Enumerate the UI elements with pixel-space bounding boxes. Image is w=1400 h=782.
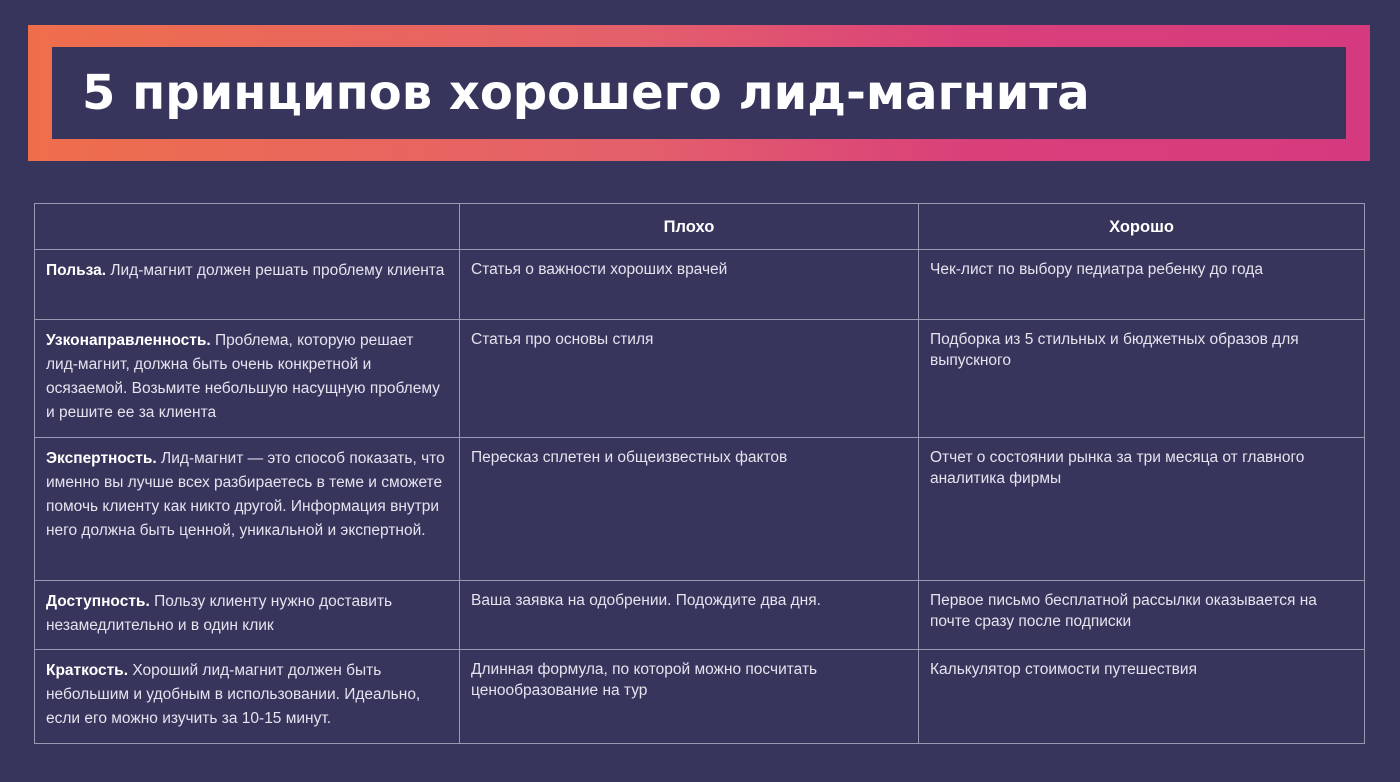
table-row — [35, 438, 1365, 581]
title-banner-inner — [52, 47, 1346, 139]
table-row — [35, 320, 1365, 438]
header-principle — [35, 204, 460, 250]
table-header-row — [35, 204, 1365, 250]
comparison-table — [34, 203, 1365, 744]
bad-example-cell: Статья о важности хороших врачей — [460, 250, 919, 320]
title-banner — [28, 25, 1370, 161]
header-good: Хорошо — [919, 204, 1365, 250]
principle-cell — [35, 320, 460, 438]
principle-cell — [35, 581, 460, 650]
principle-cell — [35, 438, 460, 581]
header-bad: Плохо — [460, 204, 919, 250]
good-example-cell: Чек-лист по выбору педиатра ребенку до года — [919, 250, 1365, 320]
principle-description: Лид-магнит должен решать проблему клиента — [110, 262, 445, 279]
bad-example-cell: Длинная формула, по которой можно посчитать ценообразование на тур — [460, 650, 919, 744]
table-row — [35, 581, 1365, 650]
bad-example-cell: Статья про основы стиля — [460, 320, 919, 438]
principle-description: Хороший лид-магнит должен быть небольшим и удобным в использовании. Идеально, если его можно изучить за 10-15 минут. — [46, 662, 421, 727]
bad-example-cell: Ваша заявка на одобрении. Подождите два дня. — [460, 581, 919, 650]
good-example-cell: Подборка из 5 стильных и бюджетных образов для выпускного — [919, 320, 1365, 438]
table-row — [35, 650, 1365, 744]
page-title: 5 принципов хорошего лид-магнита — [82, 65, 1090, 121]
good-example-cell: Отчет о состоянии рынка за три месяца от главного аналитика фирмы — [919, 438, 1365, 581]
good-example-cell: Калькулятор стоимости путешествия — [919, 650, 1365, 744]
principle-cell — [35, 250, 460, 320]
principle-description: Лид-магнит — это способ показать, что именно вы лучше всех разбираетесь в теме и сможете помочь клиенту как никто другой. Информация внутри него должна быть ценной, уникальной и экспертной. — [46, 450, 445, 539]
principle-cell — [35, 650, 460, 744]
bad-example-cell: Пересказ сплетен и общеизвестных фактов — [460, 438, 919, 581]
principle-description: Пользу клиенту нужно доставить незамедлительно и в один клик — [46, 593, 393, 634]
principle-description: Проблема, которую решает лид-магнит, должна быть очень конкретной и осязаемой. Возьмите небольшую насущную проблему и решите ее за клиента — [46, 332, 440, 421]
principle-term: Узконаправленность. — [46, 332, 211, 349]
principle-term: Краткость. — [46, 662, 129, 679]
table-row — [35, 250, 1365, 320]
principle-term: Польза. — [46, 262, 107, 279]
principle-term: Экспертность. — [46, 450, 157, 467]
principle-term: Доступность. — [46, 593, 150, 610]
good-example-cell: Первое письмо бесплатной рассылки оказывается на почте сразу после подписки — [919, 581, 1365, 650]
